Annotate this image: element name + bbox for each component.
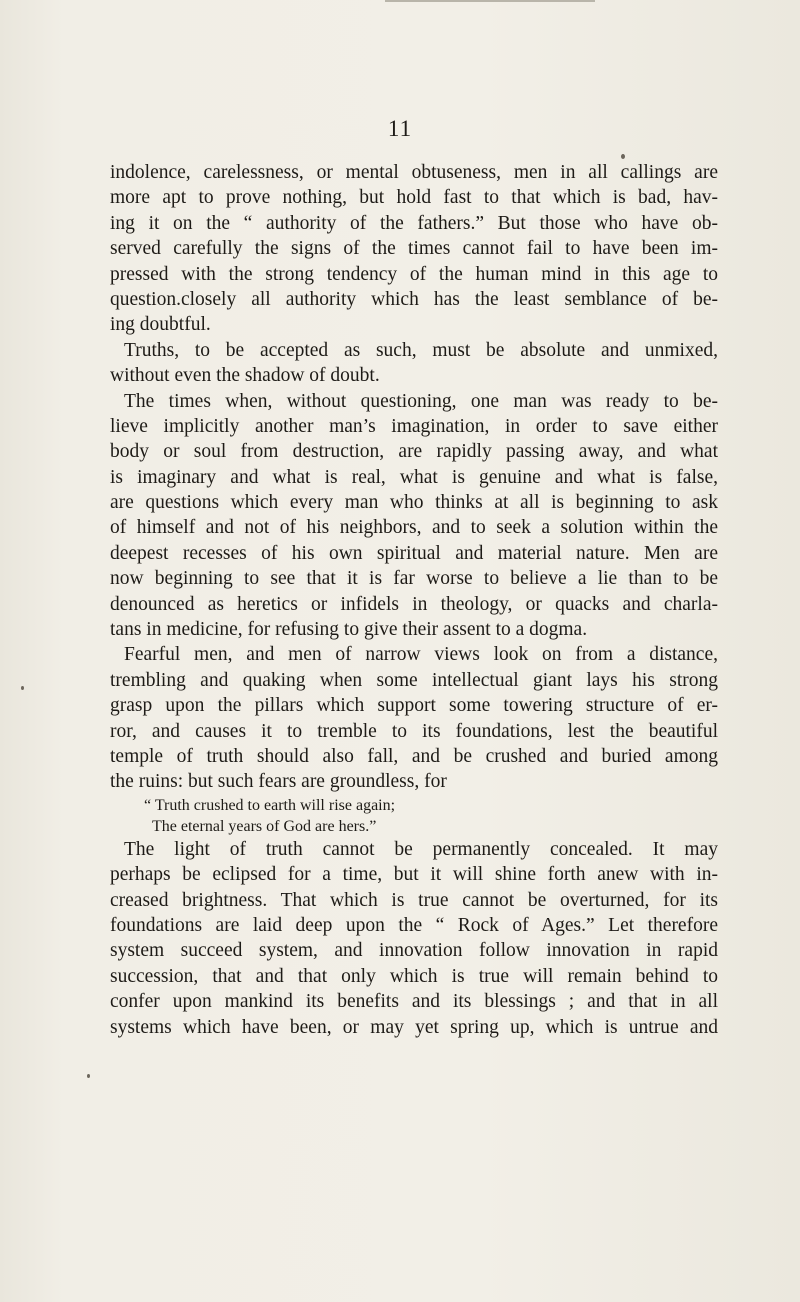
text-line: confer upon mankind its benefits and its blessings ; and that in all [110, 991, 718, 1013]
text-line: denounced as heretics or infidels in theology, or quacks and charla- [110, 593, 718, 615]
text-line: Truths, to be accepted as such, must be absolute and unmixed, [124, 339, 718, 361]
text-line: system succeed system, and innovation follow innovation in rapid [110, 940, 718, 962]
text-line: grasp upon the pillars which support some towering structure of er- [110, 695, 718, 717]
text-line: body or soul from destruction, are rapidly passing away, and what [110, 441, 718, 463]
page-number: 11 [387, 116, 413, 141]
quoted-verse-line: “ Truth crushed to earth will rise again; [144, 796, 396, 814]
text-line: creased brightness. That which is true cannot be overturned, for its [110, 889, 718, 911]
text-line: the ruins: but such fears are groundless, for [110, 771, 447, 793]
text-line: lieve implicitly another man’s imagination, in order to save either [110, 415, 718, 437]
text-line: The times when, without questioning, one man was ready to be- [124, 390, 718, 412]
text-line: foundations are laid deep upon the “ Rock of Ages.” Let therefore [110, 914, 718, 936]
text-line: trembling and quaking when some intellectual giant lays his strong [110, 669, 718, 691]
ink-speck [87, 1074, 90, 1078]
text-line: ing doubtful. [110, 314, 211, 336]
text-line: ror, and causes it to tremble to its foundations, lest the beautiful [110, 720, 718, 742]
text-line: temple of truth should also fall, and be crushed and buried among [110, 745, 718, 767]
text-line: tans in medicine, for refusing to give their assent to a dogma. [110, 619, 588, 641]
text-line: ing it on the “ authority of the fathers.” But those who have ob- [110, 212, 718, 234]
text-line: systems which have been, or may yet spring up, which is untrue and [110, 1016, 718, 1038]
page-edge-line [385, 0, 595, 2]
ink-speck [21, 686, 24, 690]
text-line: of himself and not of his neighbors, and to seek a solution within the [110, 517, 718, 539]
text-line: The light of truth cannot be permanently concealed. It may [124, 838, 718, 860]
text-line: without even the shadow of doubt. [110, 365, 380, 387]
text-line: more apt to prove nothing, but hold fast to that which is bad, hav- [110, 187, 718, 209]
text-line: perhaps be eclipsed for a time, but it will shine forth anew with in- [110, 864, 718, 886]
ink-speck [621, 154, 625, 159]
body-text [110, 160, 718, 1040]
text-line: served carefully the signs of the times cannot fail to have been im- [110, 238, 718, 260]
text-line: are questions which every man who thinks at all is beginning to ask [110, 492, 718, 514]
text-line: succession, that and that only which is true will remain behind to [110, 965, 718, 987]
text-line: is imaginary and what is real, what is genuine and what is false, [110, 466, 718, 488]
text-line: deepest recesses of his own spiritual and material nature. Men are [110, 542, 718, 564]
text-line: pressed with the strong tendency of the human mind in this age to [110, 263, 718, 285]
text-line: question.closely all authority which has the least semblance of be- [110, 288, 718, 310]
quoted-verse-line: The eternal years of God are hers.” [152, 817, 377, 835]
text-line: indolence, carelessness, or mental obtuseness, men in all callings are [110, 162, 718, 183]
text-line: now beginning to see that it is far worse to believe a lie than to be [110, 568, 718, 590]
text-line: Fearful men, and men of narrow views look on from a distance, [124, 644, 718, 666]
